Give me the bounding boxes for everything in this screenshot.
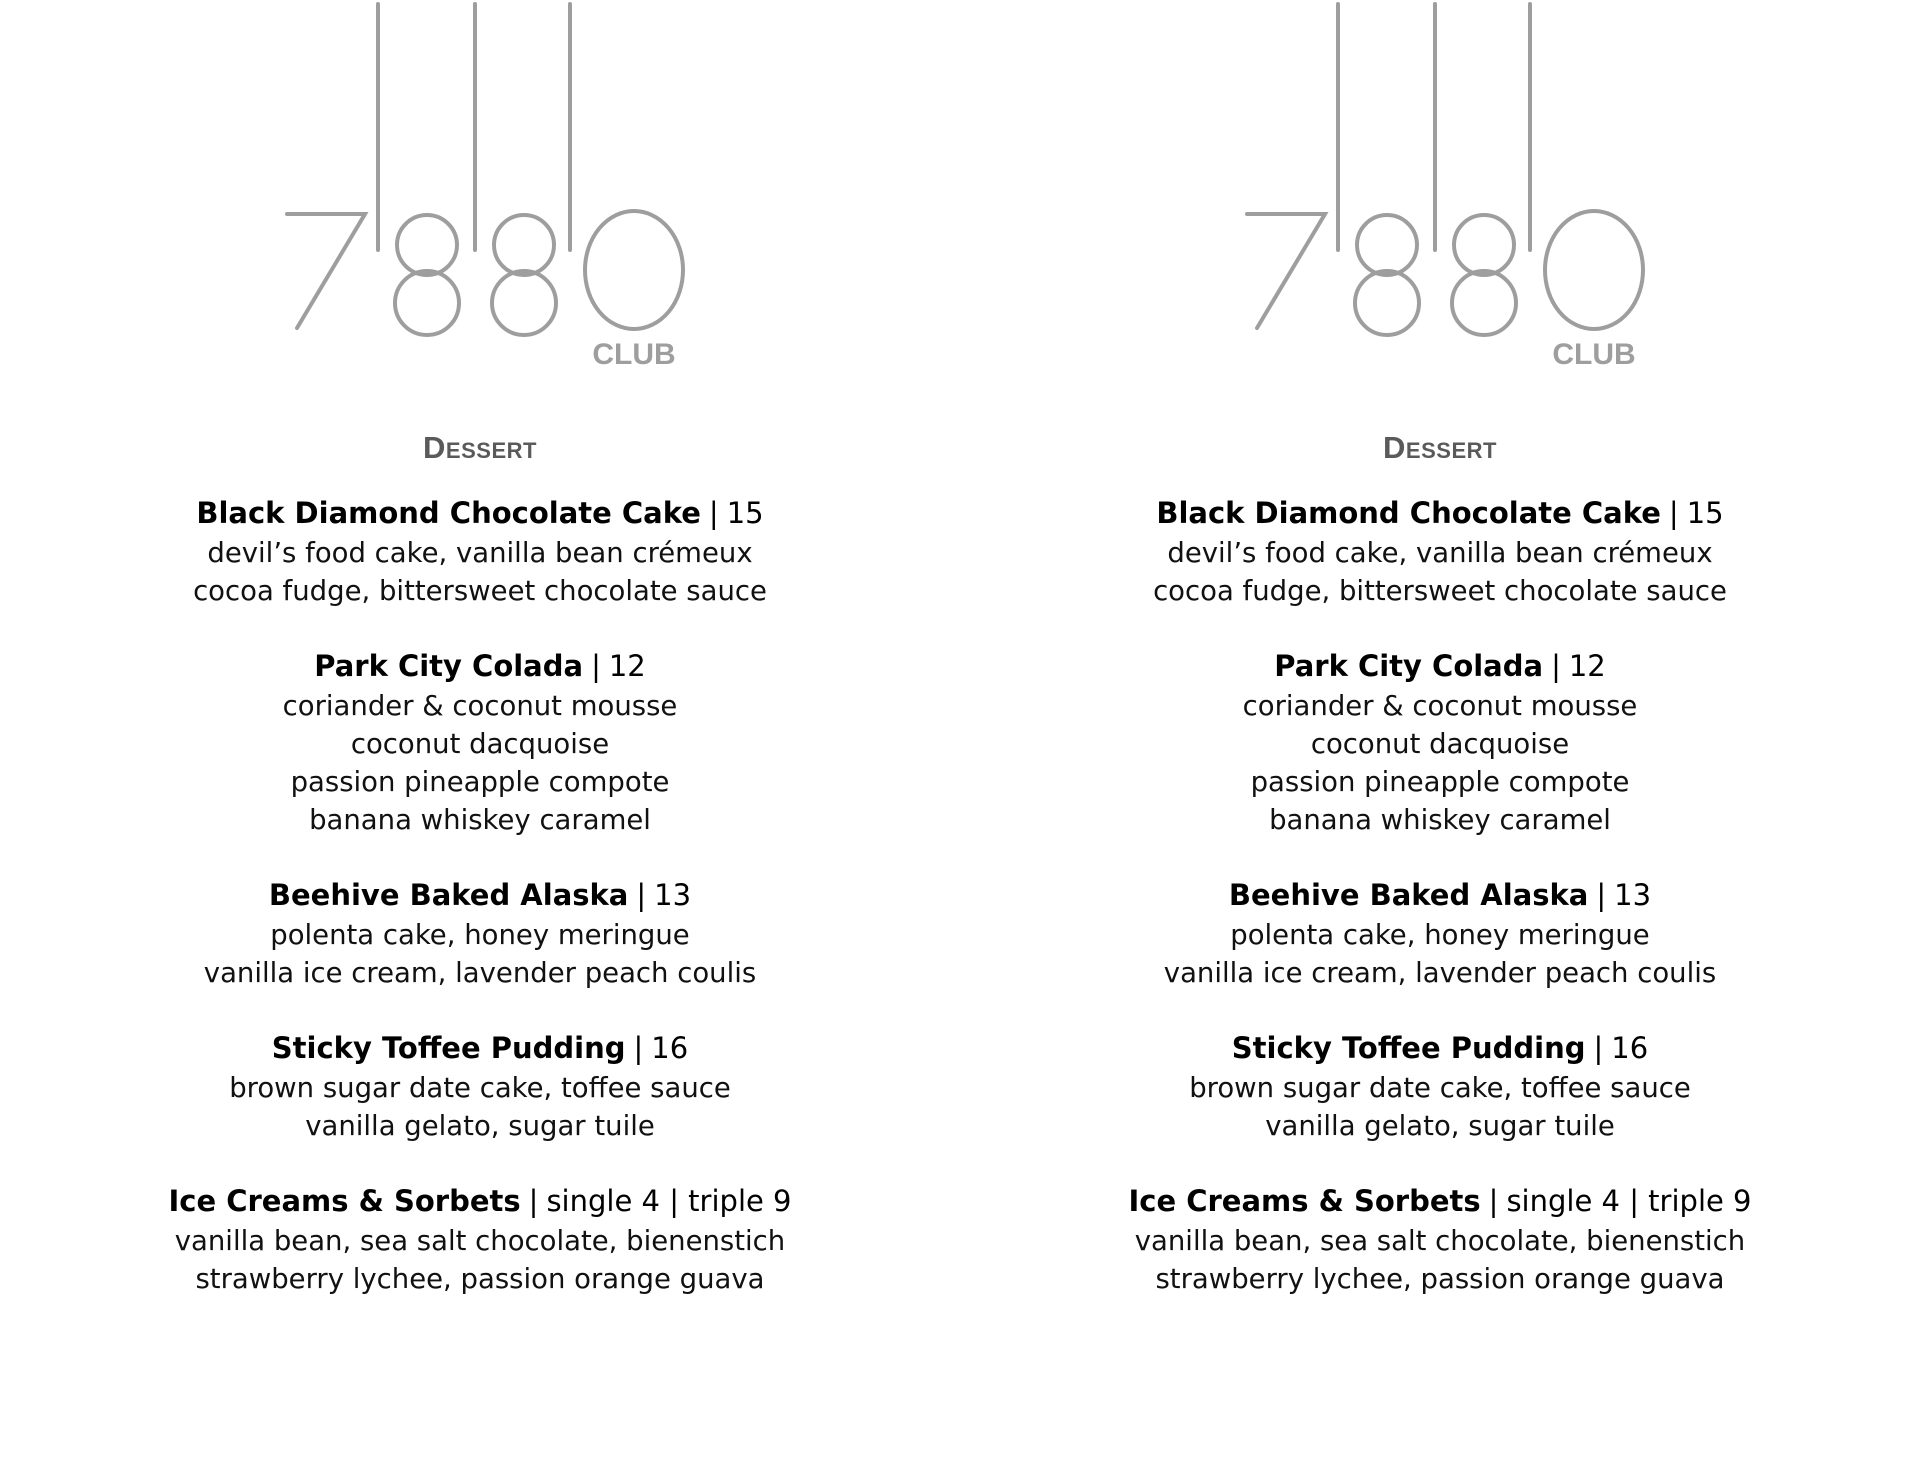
menu-item — [0, 1029, 960, 1145]
item-description-line: vanilla gelato, sugar tuile — [1265, 1110, 1615, 1142]
menu-item — [960, 494, 1920, 610]
item-description-line: banana whiskey caramel — [1269, 804, 1611, 836]
menu-item — [960, 1029, 1920, 1145]
dessert-menu — [960, 494, 1920, 1335]
item-price: 13 — [654, 878, 692, 912]
item-price: single 4 | triple 9 — [1506, 1184, 1752, 1218]
item-separator: | — [1593, 1031, 1604, 1065]
item-name: Ice Creams & Sorbets — [1128, 1184, 1481, 1218]
item-description-line: vanilla ice cream, lavender peach coulis — [1163, 957, 1717, 989]
item-separator: | — [1488, 1184, 1499, 1218]
club-logo — [275, 0, 695, 380]
item-separator: | — [1668, 496, 1679, 530]
item-separator: | — [528, 1184, 539, 1218]
item-separator: | — [633, 1031, 644, 1065]
item-name: Beehive Baked Alaska — [1228, 878, 1589, 912]
item-price: 12 — [1568, 649, 1606, 683]
item-price: 15 — [1686, 496, 1724, 530]
menu-panel-right — [960, 0, 1920, 1484]
item-name: Black Diamond Chocolate Cake — [1156, 496, 1661, 530]
menu-item — [0, 876, 960, 992]
item-name: Park City Colada — [314, 649, 584, 683]
menu-item — [0, 1182, 960, 1298]
section-title: Dessert — [423, 430, 537, 465]
item-separator: | — [636, 878, 647, 912]
item-separator: | — [1551, 649, 1561, 683]
item-name: Sticky Toffee Pudding — [271, 1031, 626, 1065]
item-name: Ice Creams & Sorbets — [168, 1184, 521, 1218]
item-price: 15 — [726, 496, 764, 530]
item-separator: | — [708, 496, 719, 530]
item-description-line: polenta cake, honey meringue — [1230, 919, 1650, 951]
item-description-line: brown sugar date cake, toffee sauce — [229, 1072, 731, 1104]
logo-wordmark: CLUB — [592, 338, 676, 371]
logo-7880-club-graphic — [275, 0, 695, 380]
menu-item — [0, 647, 960, 839]
item-description-line: brown sugar date cake, toffee sauce — [1189, 1072, 1691, 1104]
logo-7880-club-graphic — [1235, 0, 1655, 380]
item-description-line: strawberry lychee, passion orange guava — [195, 1263, 765, 1295]
item-description-line: vanilla bean, sea salt chocolate, bienenstich — [1134, 1225, 1746, 1257]
menu-item — [0, 494, 960, 610]
item-price: 12 — [608, 649, 646, 683]
menu-item — [960, 647, 1920, 839]
item-description-line: strawberry lychee, passion orange guava — [1155, 1263, 1725, 1295]
dessert-menu — [0, 494, 960, 1335]
item-name: Black Diamond Chocolate Cake — [196, 496, 701, 530]
item-description-line: cocoa fudge, bittersweet chocolate sauce — [1153, 575, 1727, 607]
item-description-line: coriander & coconut mousse — [282, 690, 678, 722]
menu-item — [960, 876, 1920, 992]
item-description-line: coriander & coconut mousse — [1242, 690, 1638, 722]
item-description-line: banana whiskey caramel — [309, 804, 651, 836]
item-description-line: devil’s food cake, vanilla bean crémeux — [1167, 537, 1713, 569]
item-description-line: polenta cake, honey meringue — [270, 919, 690, 951]
item-price: 16 — [1611, 1031, 1649, 1065]
club-logo — [1235, 0, 1655, 380]
item-description-line: passion pineapple compote — [290, 766, 670, 798]
item-separator: | — [591, 649, 601, 683]
item-description-line: passion pineapple compote — [1250, 766, 1630, 798]
menu-item — [960, 1182, 1920, 1298]
logo-wordmark: CLUB — [1552, 338, 1636, 371]
item-separator: | — [1596, 878, 1607, 912]
item-name: Sticky Toffee Pudding — [1231, 1031, 1586, 1065]
item-price: single 4 | triple 9 — [546, 1184, 792, 1218]
item-description-line: vanilla gelato, sugar tuile — [305, 1110, 655, 1142]
item-name: Park City Colada — [1274, 649, 1544, 683]
item-description-line: vanilla bean, sea salt chocolate, bienenstich — [174, 1225, 786, 1257]
item-price: 13 — [1614, 878, 1652, 912]
item-description-line: cocoa fudge, bittersweet chocolate sauce — [193, 575, 767, 607]
item-price: 16 — [651, 1031, 689, 1065]
item-description-line: coconut dacquoise — [350, 728, 610, 760]
item-name: Beehive Baked Alaska — [268, 878, 629, 912]
section-title: Dessert — [1383, 430, 1497, 465]
item-description-line: vanilla ice cream, lavender peach coulis — [203, 957, 757, 989]
item-description-line: coconut dacquoise — [1310, 728, 1570, 760]
item-description-line: devil’s food cake, vanilla bean crémeux — [207, 537, 753, 569]
